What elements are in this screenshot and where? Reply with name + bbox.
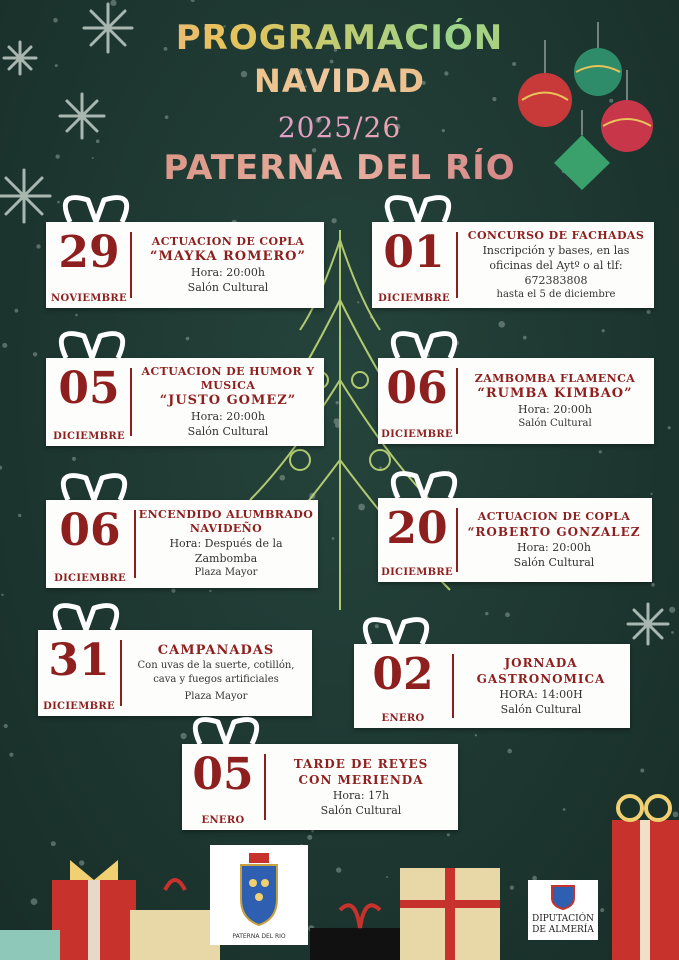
bow-icon: [55, 606, 116, 630]
event-time-cont: Zambomba: [194, 552, 258, 565]
event-day: 29: [58, 227, 120, 278]
event-time: Hora: 20:00h: [517, 402, 593, 416]
event-month: DICIEMBRE: [381, 567, 453, 578]
event-day: 06: [386, 363, 448, 414]
event-month: DICIEMBRE: [53, 431, 125, 442]
event-month: ENERO: [381, 713, 425, 724]
event-title: TARDE DE REYES: [293, 757, 429, 771]
event-title: ZAMBOMBA FLAMENCA: [474, 371, 636, 385]
event-time: Hora: 20:00h: [190, 266, 266, 279]
event-title: ACTUACION DE COPLA: [477, 510, 631, 523]
bow-icon: [65, 198, 126, 222]
event-day: 06: [59, 505, 121, 556]
event-venue: Salón Cultural: [518, 417, 592, 429]
event-month: DICIEMBRE: [43, 701, 115, 712]
event-subtitle: “JUSTO GOMEZ”: [159, 393, 297, 408]
event-detail: Con uvas de la suerte, cotillón,: [137, 659, 295, 671]
event-detail: oficinas del Aytº o al tlf:: [489, 258, 623, 272]
bow-icon: [387, 198, 448, 222]
event-month: DICIEMBRE: [54, 573, 126, 584]
bow-icon: [393, 474, 454, 498]
event-title: CONCURSO DE FACHADAS: [467, 228, 645, 242]
paterna-logo: [210, 845, 308, 945]
coat-of-arms-icon: [229, 849, 289, 929]
event-time: Hora: 20:00h: [190, 410, 266, 423]
poster-title-line1: PROGRAMACIÓN: [0, 18, 679, 58]
event-title-cont: MUSICA: [200, 379, 256, 392]
event-day: 02: [372, 649, 434, 700]
event-day: 31: [48, 635, 110, 686]
event-month: DICIEMBRE: [381, 429, 453, 440]
poster-title-line2: NAVIDAD: [0, 62, 679, 100]
event-venue: Plaza Mayor: [184, 690, 248, 702]
town-name: PATERNA DEL RÍO: [0, 148, 679, 188]
event-title: CAMPANADAS: [157, 642, 275, 658]
event-month: NOVIEMBRE: [51, 293, 127, 304]
event-title-cont: GASTRONOMICA: [476, 672, 606, 686]
diputacion-line2: DE ALMERÍA: [532, 925, 594, 935]
bow-icon: [365, 620, 426, 644]
event-title: ENCENDIDO ALUMBRADO: [138, 508, 314, 521]
event-venue: Plaza Mayor: [194, 567, 258, 578]
paterna-logo-text: PATERNA DEL RIO: [232, 933, 286, 940]
event-venue: Salón Cultural: [500, 703, 582, 716]
event-day: 01: [383, 227, 445, 278]
event-time: Hora: Después de la: [169, 537, 283, 550]
diputacion-line1: DIPUTACIÓN: [532, 914, 594, 924]
event-day: 05: [58, 363, 120, 414]
event-title-cont: NAVIDEÑO: [189, 522, 263, 535]
event-time: Hora: 20:00h: [516, 541, 592, 554]
event-detail: cava y fuegos artificiales: [153, 673, 279, 685]
event-subtitle: “MAYKA ROMERO”: [149, 249, 306, 264]
event-month: DICIEMBRE: [378, 293, 450, 304]
bow-icon: [63, 476, 124, 500]
event-day: 05: [192, 749, 254, 800]
event-title: ACTUACION DE COPLA: [151, 235, 305, 248]
bow-icon: [61, 334, 122, 358]
event-note: hasta el 5 de diciembre: [496, 288, 616, 300]
event-subtitle: “ROBERTO GONZALEZ: [467, 525, 641, 539]
event-time: Hora: 17h: [332, 789, 390, 802]
event-venue: Salón Cultural: [513, 556, 595, 569]
bow-icon: [195, 720, 256, 744]
event-detail: Inscripción y bases, en las: [482, 243, 630, 257]
event-title: ACTUACION DE HUMOR Y: [141, 365, 315, 378]
season-label: 2025/26: [0, 111, 679, 144]
event-venue: Salón Cultural: [187, 425, 269, 438]
event-title: JORNADA: [504, 656, 578, 670]
coat-of-arms-icon: [548, 882, 578, 910]
event-subtitle: “RUMBA KIMBAO”: [477, 385, 633, 401]
bow-icon: [393, 334, 454, 358]
event-day: 20: [386, 503, 448, 554]
event-month: ENERO: [201, 815, 245, 826]
event-title-cont: CON MERIENDA: [298, 773, 424, 787]
event-phone: 672383808: [524, 273, 588, 287]
event-venue: Salón Cultural: [187, 281, 269, 294]
diputacion-logo: [528, 880, 598, 940]
event-venue: Salón Cultural: [320, 804, 402, 817]
event-time: HORA: 14:00H: [499, 688, 583, 701]
